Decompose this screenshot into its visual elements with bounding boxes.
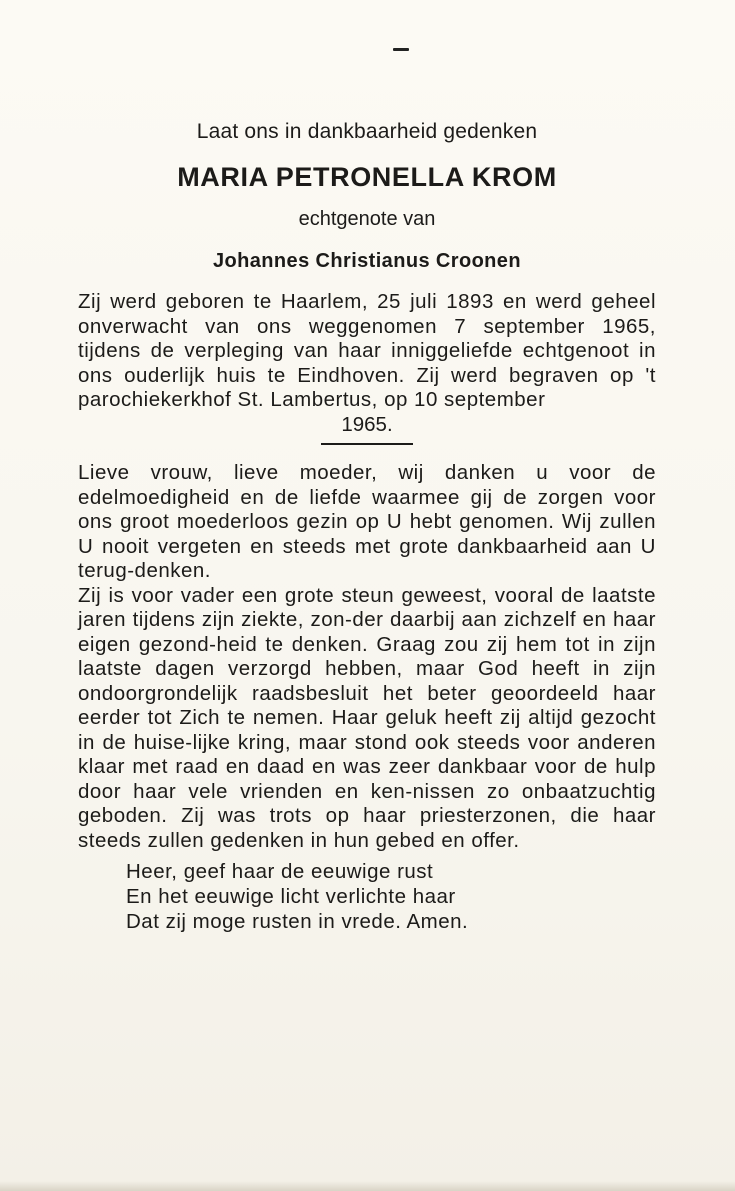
prayer-line-1: Heer, geef haar de eeuwige rust <box>126 860 434 883</box>
intro-line: Laat ons in dankbaarheid gedenken <box>196 120 538 143</box>
card-bottom-edge <box>0 1181 735 1191</box>
section-divider <box>321 443 413 445</box>
prayer-line-3: Dat zij moge rusten in vrede. Amen. <box>126 910 469 933</box>
prayer-line-2: En het eeuwige licht verlichte haar <box>126 885 456 908</box>
card-content <box>78 118 656 934</box>
biography-paragraph: Zij werd geboren te Haarlem, 25 juli 1893 en werd geheel onverwacht van ons weggenomen 7 september 1965, tijdens de verpleging van haar inniggeliefde echtgenoot in ons ouderlijk huis te Eindhoven. Zij werd begraven op 't parochiekerkhof St. Lambertus, op 10 september <box>78 290 656 411</box>
spouse-name: Johannes Christianus Croonen <box>213 250 521 272</box>
biography-year: 1965. <box>341 412 393 436</box>
tribute-paragraph-2: Zij is voor vader een grote steun geweest, vooral de laatste jaren tijdens zijn ziekte, zon-der daarbij aan zichzelf en haar eigen gezond-heid te denken. Graag zou zij hem tot in zijn laatste dagen verzorgd hebben, maar God heeft in zijn ondoorgrondelijk raadsbesluit het beter geoordeeld haar eerder tot Zich te nemen. Haar geluk heeft zij altijd gezocht in de huise-lijke kring, maar stond ook steeds voor anderen klaar met raad en daad en was zeer dankbaar voor de hulp door haar vele vrienden en ken-nissen zo onbaatzuchtig geboden. Zij was trots op haar priesterzonen, die haar steeds zullen gedenken in hun gebed en offer. <box>78 583 656 852</box>
print-speck <box>393 48 409 51</box>
relation-line: echtgenote van <box>298 208 436 230</box>
closing-prayer <box>126 859 656 934</box>
tribute-paragraph-1: Lieve vrouw, lieve moeder, wij danken u voor de edelmoedigheid en de liefde waarmee gij de zorgen voor ons groot moederloos gezin op U hebt genomen. Wij zullen U nooit vergeten en steeds met grote dankbaarheid aan U terug-denken. <box>78 461 656 582</box>
deceased-name: MARIA PETRONELLA KROM <box>177 162 557 192</box>
